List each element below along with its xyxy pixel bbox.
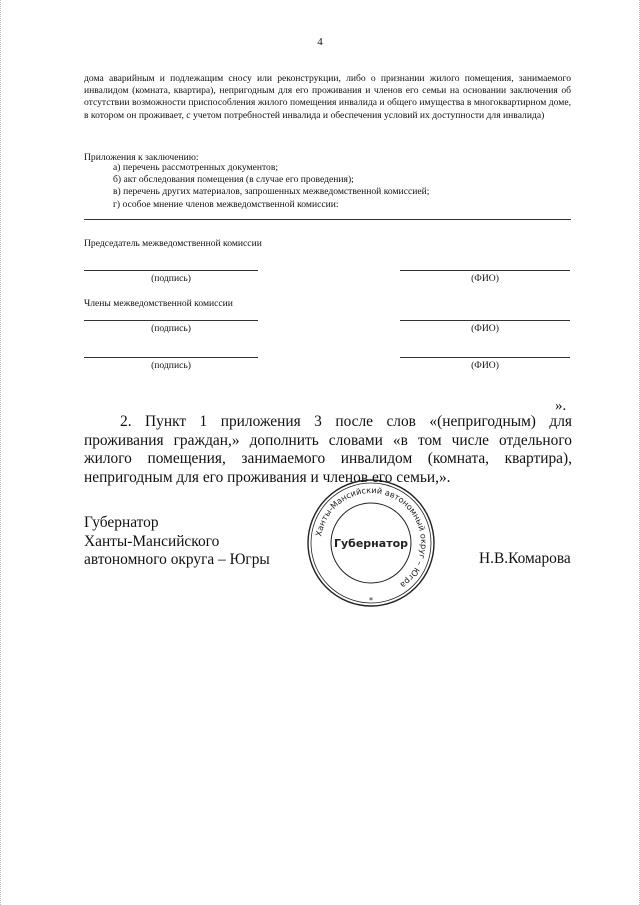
- top-paragraph: дома аварийным и подлежащим сносу или реконструкции, либо о признании жилого помещения, занимаемого инвалидом (комната, квартира), непригодным для его проживания и членов его семьи на основании заключения об отсутствии возможности приспособления жилого помещения инвалида и общего имущества в многоквартирном доме, в котором он проживает, с учетом потребностей инвалида и обеспечения условий их доступности для инвалида): [84, 73, 571, 121]
- members-label: Члены межведомственной комиссии: [84, 298, 233, 309]
- official-seal: [305, 477, 437, 609]
- page-number: 4: [317, 36, 323, 48]
- member2-signature-line: [84, 357, 258, 358]
- seal-center-text: Губернатор: [333, 537, 409, 550]
- chairman-signature-caption: (подпись): [151, 273, 191, 284]
- chairman-name-line: [400, 270, 570, 271]
- attachment-item: б) акт обследования помещения (в случае его проведения);: [113, 174, 354, 186]
- page-edge-left: [0, 0, 4, 905]
- closing-quote: ».: [555, 398, 567, 414]
- special-opinion-line: [84, 219, 571, 220]
- member1-signature-line: [84, 320, 258, 321]
- member2-name-caption: (ФИО): [471, 360, 499, 371]
- governor-title: Губернатор: [84, 514, 159, 531]
- main-paragraph: 2. Пункт 1 приложения 3 после слов «(непригодным) для проживания граждан,» дополнить словами «в том числе отдельного жилого помещения, занимаемого инвалидом (комната, квартира), непригодным для его проживания и членов его семьи,».: [84, 413, 572, 487]
- member2-signature-caption: (подпись): [151, 360, 191, 371]
- member1-signature-caption: (подпись): [151, 323, 191, 334]
- governor-region: Ханты-Мансийского: [84, 532, 220, 550]
- seal-graphic: [305, 477, 437, 609]
- governor-name: Н.В.Комарова: [479, 550, 571, 567]
- chairman-signature-line: [84, 270, 258, 271]
- member1-name-caption: (ФИО): [471, 323, 499, 334]
- attachment-item: а) перечень рассмотренных документов;: [113, 162, 279, 173]
- member1-name-line: [400, 320, 570, 321]
- governor-district: автономного округа – Югры: [84, 551, 270, 568]
- attachments-heading: Приложения к заключению:: [84, 152, 199, 163]
- attachment-item: г) особое мнение членов межведомственной комиссии:: [113, 198, 339, 210]
- attachments-list: [113, 162, 571, 211]
- member2-name-line: [400, 357, 570, 358]
- governor-title-block: [84, 514, 270, 570]
- chairman-name-caption: (ФИО): [471, 273, 499, 284]
- seal-star-icon: *: [369, 596, 373, 605]
- attachment-item: в) перечень других материалов, запрошенных межведомственной комиссией;: [113, 186, 430, 198]
- page-edge-right: [636, 0, 640, 905]
- seal-ring-text: Ханты-Мансийский автономный округ – Югра: [313, 484, 430, 591]
- chairman-label: Председатель межведомственной комиссии: [84, 238, 262, 249]
